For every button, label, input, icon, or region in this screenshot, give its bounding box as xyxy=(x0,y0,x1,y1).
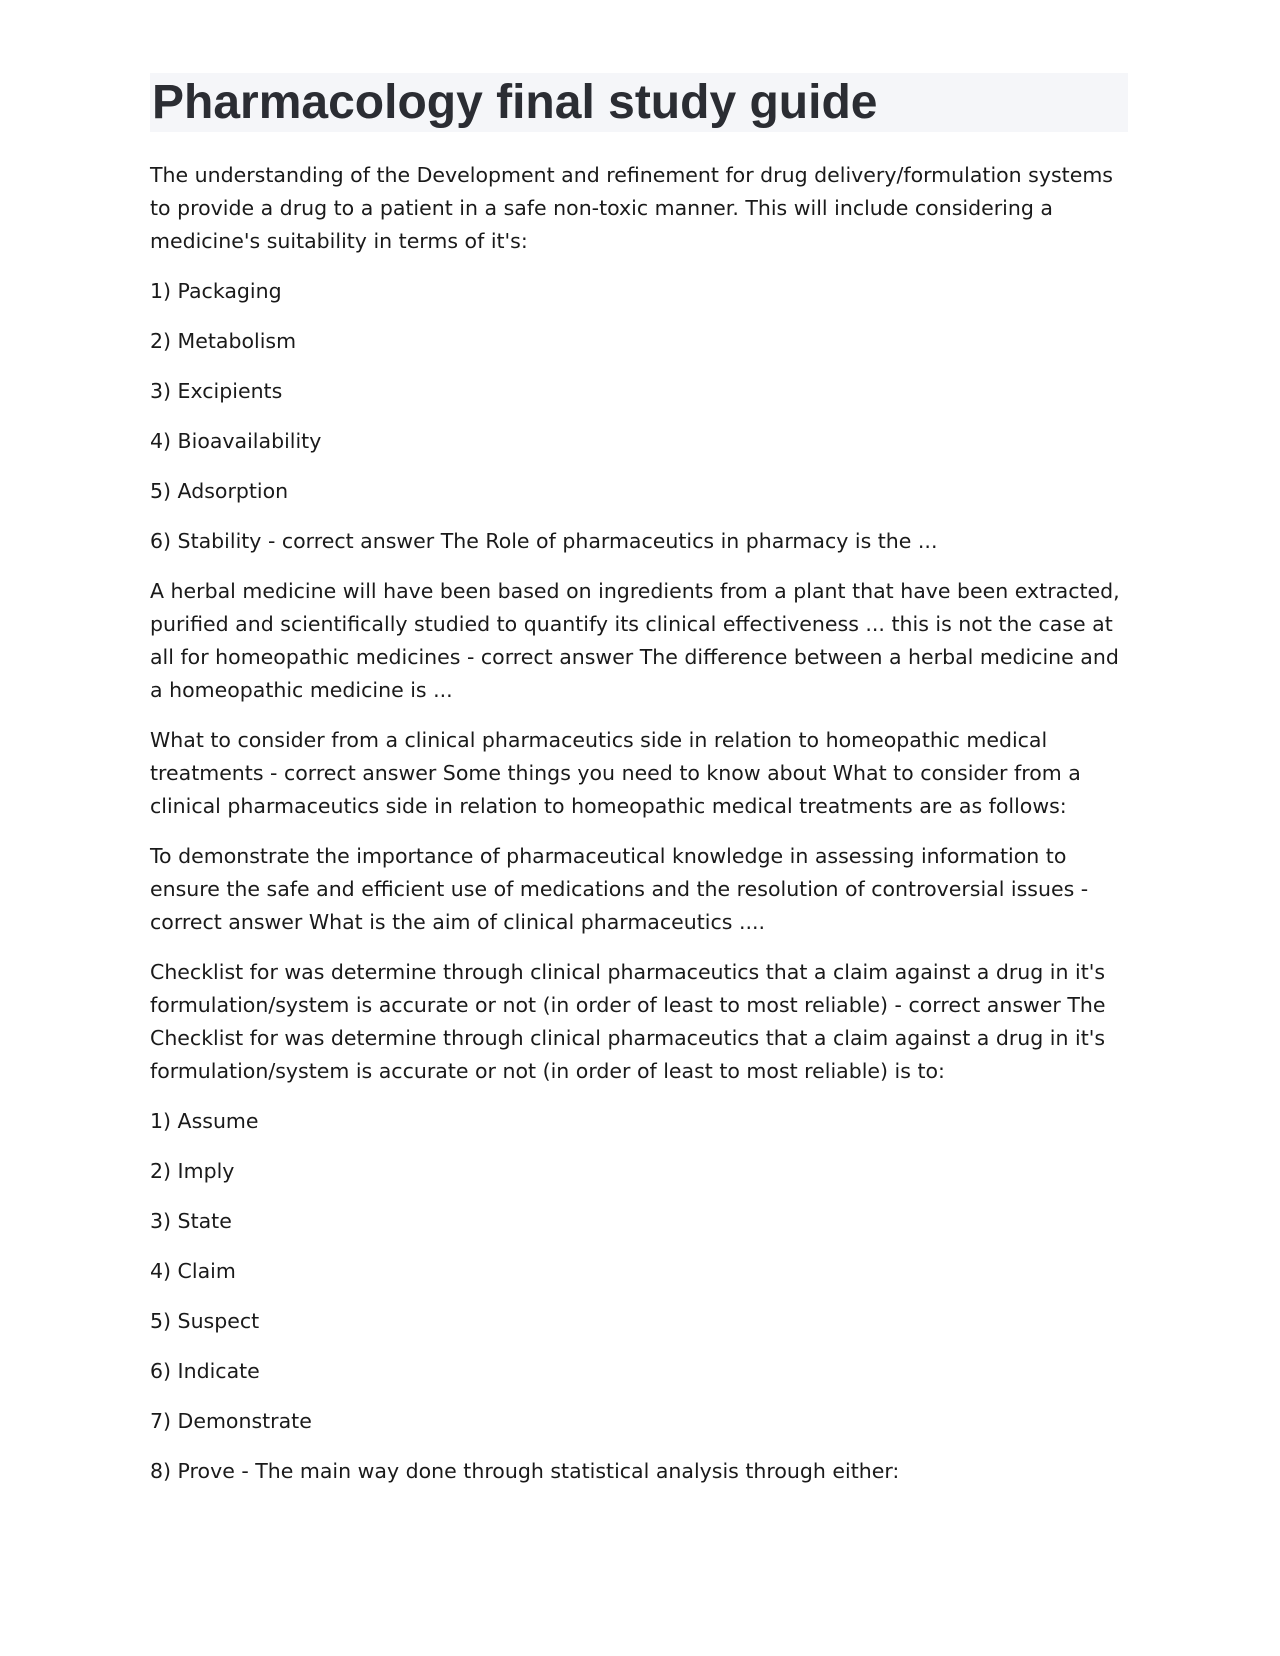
list-item: 5) Suspect xyxy=(150,1309,260,1333)
paragraph-herbal-vs-homeopathic: A herbal medicine will have been based on ingredients from a plant that have been extracted, purified and scientifically studied to quantify its clinical effectiveness ... this is not the case at all for homeopathic medicines - correct answer The difference between a herbal medicine and a homeopathic medicine is ... xyxy=(150,579,1120,702)
list-item: 2) Metabolism xyxy=(150,329,297,353)
list-item: 6) Stability - correct answer The Role of pharmaceutics in pharmacy is the ... xyxy=(150,529,938,553)
document-page xyxy=(150,73,1128,1488)
list-item: 4) Claim xyxy=(150,1259,236,1283)
list-item: 7) Demonstrate xyxy=(150,1409,312,1433)
paragraph-aim-clinical-pharmaceutics: To demonstrate the importance of pharmaceutical knowledge in assessing information to ensure the safe and efficient use of medications and the resolution of controversial issues - correct answer What is the aim of clinical pharmaceutics .... xyxy=(150,844,1089,934)
list-item: 1) Assume xyxy=(150,1109,259,1133)
list-item: 5) Adsorption xyxy=(150,479,289,503)
list-item: 4) Bioavailability xyxy=(150,429,322,453)
intro-paragraph: The understanding of the Development and refinement for drug delivery/formulation systems to provide a drug to a patient in a safe non-toxic manner. This will include considering a medicine's suitability in terms of it's: xyxy=(150,163,1113,253)
list-item: 6) Indicate xyxy=(150,1359,260,1383)
page-title: Pharmacology final study guide xyxy=(150,73,1128,132)
list-item: 2) Imply xyxy=(150,1159,235,1183)
list-reliability-checklist xyxy=(150,1105,1128,1488)
list-item: 1) Packaging xyxy=(150,279,282,303)
list-packaging-criteria xyxy=(150,275,1128,558)
list-item: 3) State xyxy=(150,1209,232,1233)
list-item: 3) Excipients xyxy=(150,379,283,403)
paragraph-checklist: Checklist for was determine through clinical pharmaceutics that a claim against a drug in it's formulation/system is accurate or not (in order of least to most reliable) - correct answer The Checklist for was determine through clinical pharmaceutics that a claim against a drug in it's formulation/system is accurate or not (in order of least to most reliable) is to: xyxy=(150,960,1106,1083)
paragraph-homeopathic-considerations: What to consider from a clinical pharmaceutics side in relation to homeopathic medical treatments - correct answer Some things you need to know about What to consider from a clinical pharmaceutics side in relation to homeopathic medical treatments are as follows: xyxy=(150,728,1081,818)
list-item: 8) Prove - The main way done through statistical analysis through either: xyxy=(150,1459,900,1483)
